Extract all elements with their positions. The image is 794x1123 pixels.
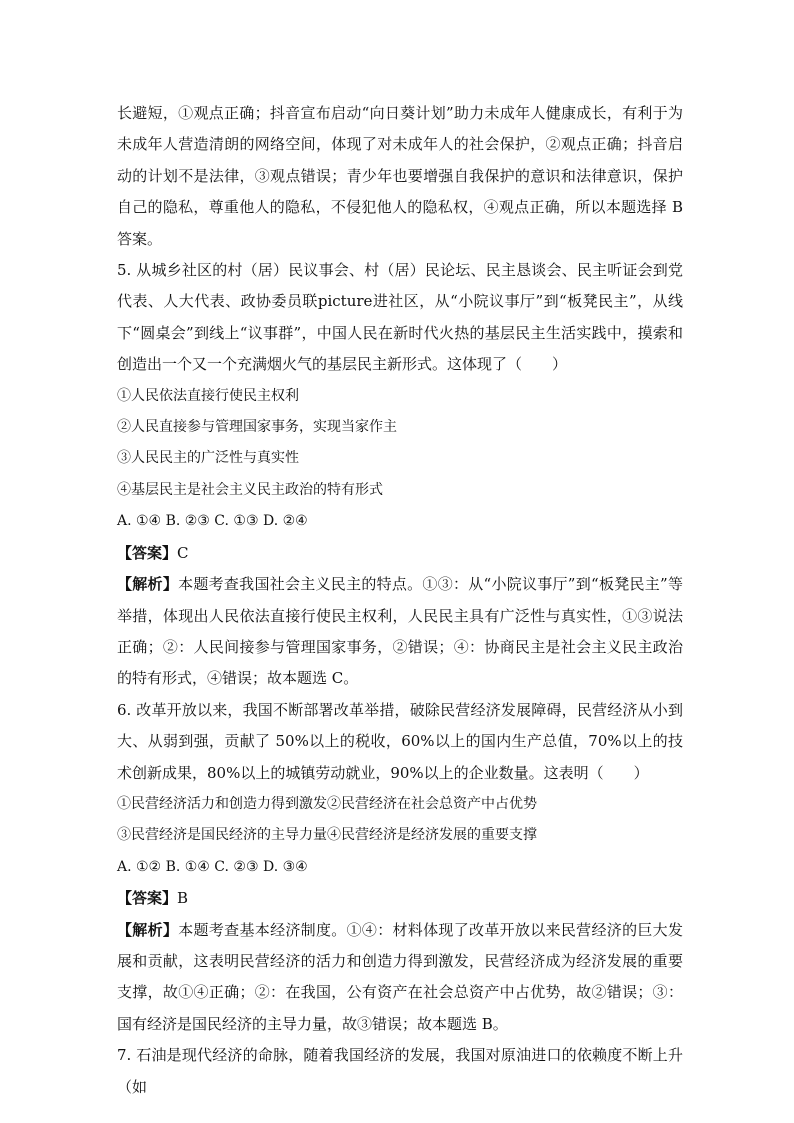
question-5-stem: 5. 从城乡社区的村（居）民议事会、村（居）民论坛、民主恳谈会、民主听证会到党代表、人大代表、政协委员联picture进社区，从“小院议事厅”到“板凳民主”，从线下“圆桌会”到线上“议事群”，中国人民在新时代火热的基层民主生活实践中，摸索和创造出一个又一个充满烟火气的基层民主新形式。这体现了（ ） — [117, 261, 683, 374]
question-6-choices: A. ①② B. ①④ C. ②③ D. ③④ — [117, 858, 308, 875]
analysis-label: 【解析】 — [117, 920, 179, 939]
document-page — [117, 98, 683, 1103]
question-5-option-4: ④基层民主是社会主义民主政治的特有形式 — [117, 481, 383, 498]
answer-label: 【答案】 — [117, 543, 178, 562]
question-5-analysis — [117, 569, 683, 695]
question-5-choices: A. ①④ B. ②③ C. ①③ D. ②④ — [117, 513, 308, 530]
question-5-option-1: ①人民依法直接行使民主权利 — [117, 387, 299, 404]
question-6-option-2: ③民营经济是国民经济的主导力量④民营经济是经济发展的重要支撑 — [117, 827, 537, 844]
analysis-text: 本题考查我国社会主义民主的特点。①③：从“小院议事厅”到“板凳民主”等举措，体现出人民依法直接行使民主权利，人民民主具有广泛性与真实性，①③说法正确；②：人民间接参与管理国家事务，②错误；④：协商民主是社会主义民主政治的特有形式，④错误；故本题选 C。 — [117, 575, 683, 688]
answer-value: C — [177, 543, 189, 562]
question-6-option-1: ①民营经济活力和创造力得到激发②民营经济在社会总资产中占优势 — [117, 795, 537, 812]
question-7-stem: 7. 石油是现代经济的命脉，随着我国经济的发展，我国对原油进口的依赖度不断上升（如 — [117, 1046, 683, 1096]
answer-label: 【答案】 — [117, 889, 178, 908]
question-6-analysis — [117, 915, 683, 1041]
analysis-label: 【解析】 — [117, 575, 179, 594]
question-5-answer — [117, 538, 683, 569]
answer-value: B — [177, 889, 189, 908]
question-5-option-2: ②人民直接参与管理国家事务，实现当家作主 — [117, 419, 397, 436]
analysis-text: 本题考查基本经济制度。①④：材料体现了改革开放以来民营经济的巨大发展和贡献，这表明民营经济的活力和创造力得到激发，民营经济成为经济发展的重要支撑，故①④正确；②：在我国，公有资产在社会总资产中占优势，故②错误；③：国有经济是国民经济的主导力量，故③错误；故本题选 B。 — [117, 920, 683, 1033]
question-5-option-3: ③人民民主的广泛性与真实性 — [117, 450, 299, 467]
question-6-answer — [117, 883, 683, 914]
intro-paragraph: 长避短，①观点正确；抖音宣布启动“向日葵计划”助力未成年人健康成长，有利于为未成年人营造清朗的网络空间，体现了对未成年人的社会保护，②观点正确；抖音启动的计划不是法律，③观点错误；青少年也要增强自我保护的意识和法律意识，保护自己的隐私，尊重他人的隐私，不侵犯他人的隐私权，④观点正确，所以本题选择 B 答案。 — [117, 104, 683, 248]
question-6-stem: 6. 改革开放以来，我国不断部署改革举措，破除民营经济发展障碍，民营经济从小到大、从弱到强，贡献了 50%以上的税收，60%以上的国内生产总值，70%以上的技术创新成果，80%以上的城镇劳动就业，90%以上的企业数量。这表明（ ） — [117, 700, 683, 782]
